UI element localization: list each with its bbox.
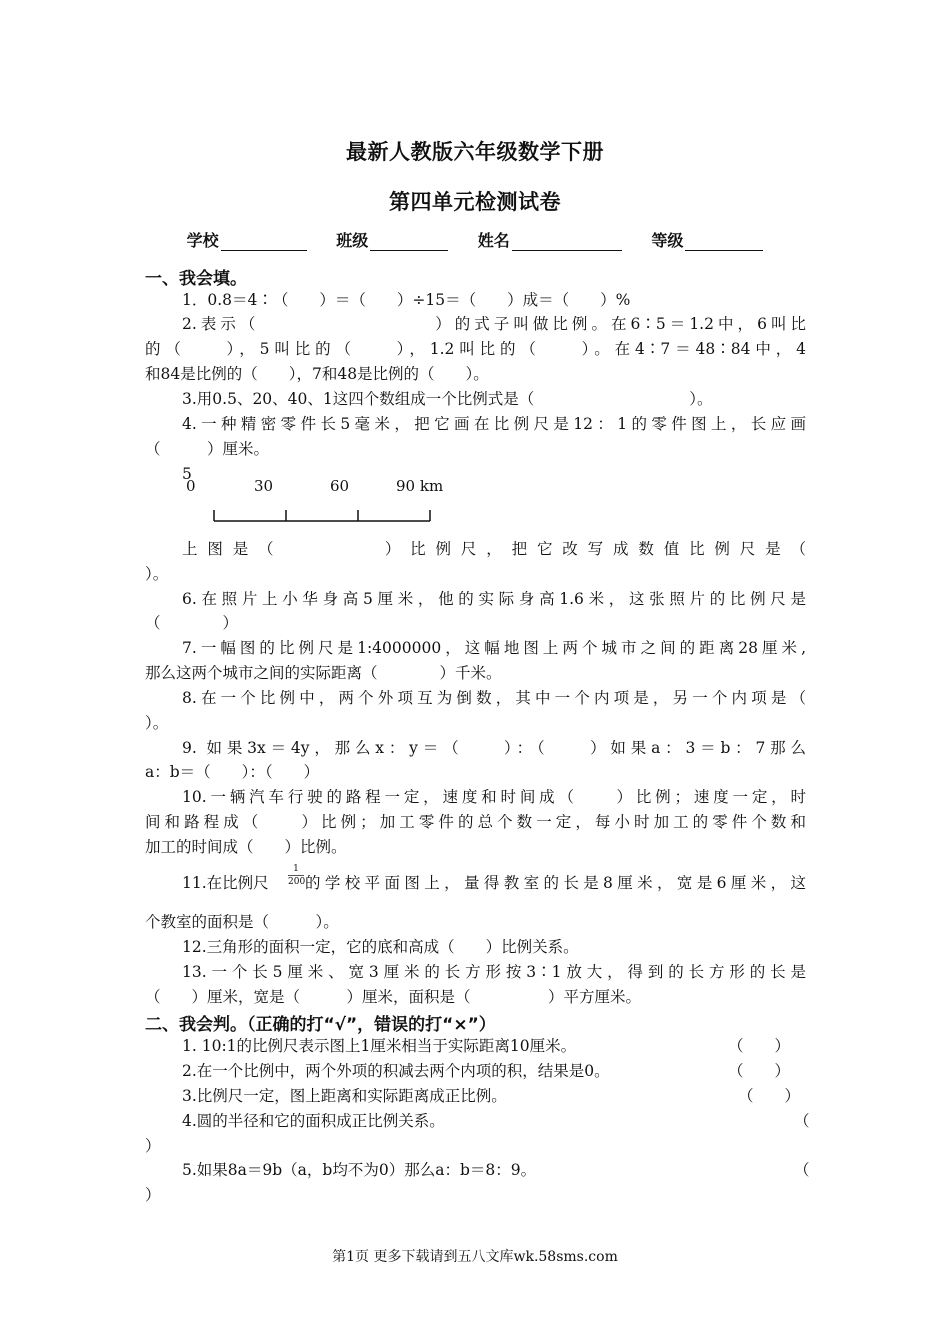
judge-5: 5.如果8a＝9b（a，b均不为0）那么a：b＝8：9。	[182, 1161, 537, 1179]
grade-field[interactable]: 等级	[651, 228, 763, 251]
question-11-prefix: 11.在比例尺	[182, 874, 269, 892]
question-9-line-1: 9. 如果3x＝4y，那么x：y＝（ ）：（ ）如果a：3＝b：7那么	[182, 739, 806, 757]
question-10-line-2: 间和路程成（ ）比例；加工零件的总个数一定，每小时加工的零件个数和	[145, 813, 806, 831]
question-8-line-1: 8.在一个比例中，两个外项互为倒数，其中一个内项是，另一个内项是（	[182, 689, 806, 707]
question-2-line-2: 的（ ），5叫比的（ ），1.2叫比的（ ）。在4∶7＝48∶84中，4	[145, 340, 806, 358]
question-10-line-1: 10.一辆汽车行驶的路程一定，速度和时间成（ ）比例；速度一定，时	[182, 788, 806, 806]
question-10-line-3: 加工的时间成（ ）比例。	[145, 838, 347, 856]
judge-4-close-paren[interactable]: ）	[145, 1137, 161, 1155]
school-field[interactable]: 学校	[187, 228, 307, 251]
judge-4-open-paren[interactable]: （	[794, 1112, 810, 1130]
class-field[interactable]: 班级	[336, 228, 448, 251]
scale-label-60: 60	[330, 477, 350, 495]
judge-1-answer[interactable]: （ ）	[728, 1037, 791, 1055]
question-5-number: 5	[182, 465, 192, 483]
question-5-line-1: 上图是（ ）比例尺，把它改写成数值比例尺是（	[182, 540, 806, 558]
question-3: 3.用0.5、20、40、1这四个数组成一个比例式是（ ）。	[182, 390, 713, 408]
name-field[interactable]: 姓名	[478, 228, 622, 251]
judge-3-answer[interactable]: （ ）	[738, 1087, 801, 1105]
scale-fraction	[288, 864, 304, 887]
question-11-line-2: 个教室的面积是（ ）。	[145, 913, 339, 931]
page-footer: 第1页 更多下载请到五八文库wk.58sms.com	[332, 1249, 618, 1265]
judge-5-close-paren[interactable]: ）	[145, 1186, 161, 1204]
question-6-line-2: （ ）	[145, 614, 239, 632]
judge-3: 3.比例尺一定，图上距离和实际距离成正比例。	[182, 1087, 507, 1105]
judge-2-answer[interactable]: （ ）	[728, 1062, 791, 1080]
line-scale-bar	[210, 505, 440, 525]
question-11-line-1: 的学校平面图上，量得教室的长是8厘米，宽是6厘米，这	[305, 874, 806, 892]
question-9-line-2: a：b＝（ ）：（ ）	[145, 763, 320, 781]
question-2-line-3: 和84是比例的（ ），7和48是比例的（ ）。	[145, 365, 489, 383]
scale-label-0: 0	[186, 477, 196, 495]
question-8-line-2: ）。	[145, 714, 169, 732]
question-6-line-1: 6.在照片上小华身高5厘米，他的实际身高1.6米，这张照片的比例尺是	[182, 590, 806, 608]
section-1-heading: 一、我会填。	[145, 269, 247, 289]
question-1: 1．0.8＝4∶（ ）＝（ ）÷15＝（ ）成＝（ ）%	[182, 291, 631, 309]
exam-title: 最新人教版六年级数学下册	[346, 139, 604, 164]
judge-1: 1. 10:1的比例尺表示图上1厘米相当于实际距离10厘米。	[182, 1037, 577, 1055]
question-12: 12.三角形的面积一定，它的底和高成（ ）比例关系。	[182, 938, 579, 956]
judge-2: 2.在一个比例中，两个外项的积减去两个内项的积，结果是0。	[182, 1062, 610, 1080]
exam-subtitle: 第四单元检测试卷	[389, 189, 561, 214]
question-7-line-2: 那么这两个城市之间的实际距离（ ）千米。	[145, 664, 502, 682]
judge-4: 4.圆的半径和它的面积成正比例关系。	[182, 1112, 445, 1130]
question-7-line-1: 7.一幅图的比例尺是1:4000000，这幅地图上两个城市之间的距离28厘米,	[182, 639, 806, 657]
question-13-line-2: （ ）厘米，宽是（ ）厘米，面积是（ ）平方厘米。	[145, 988, 642, 1006]
question-4-line-1: 4.一种精密零件长5毫米，把它画在比例尺是12：1的零件图上，长应画	[182, 415, 806, 433]
question-4-line-2: （ ）厘米。	[145, 440, 270, 458]
question-5-line-2: ）。	[145, 565, 169, 583]
judge-5-open-paren[interactable]: （	[794, 1161, 810, 1179]
section-2-heading: 二、我会判。（正确的打“√”，错误的打“×”）	[145, 1015, 496, 1035]
student-info-row	[0, 228, 950, 251]
fraction-numerator: 1	[293, 864, 299, 874]
fraction-denominator: 200	[288, 877, 306, 887]
question-13-line-1: 13.一个长5厘米、宽3厘米的长方形按3∶1放大，得到的长方形的长是	[182, 963, 806, 981]
scale-label-30: 30	[254, 477, 274, 495]
question-2-line-1: 2.表示（ ）的式子叫做比例。在6∶5＝1.2中，6叫比	[182, 315, 806, 333]
scale-label-90: 90 km	[396, 477, 444, 495]
